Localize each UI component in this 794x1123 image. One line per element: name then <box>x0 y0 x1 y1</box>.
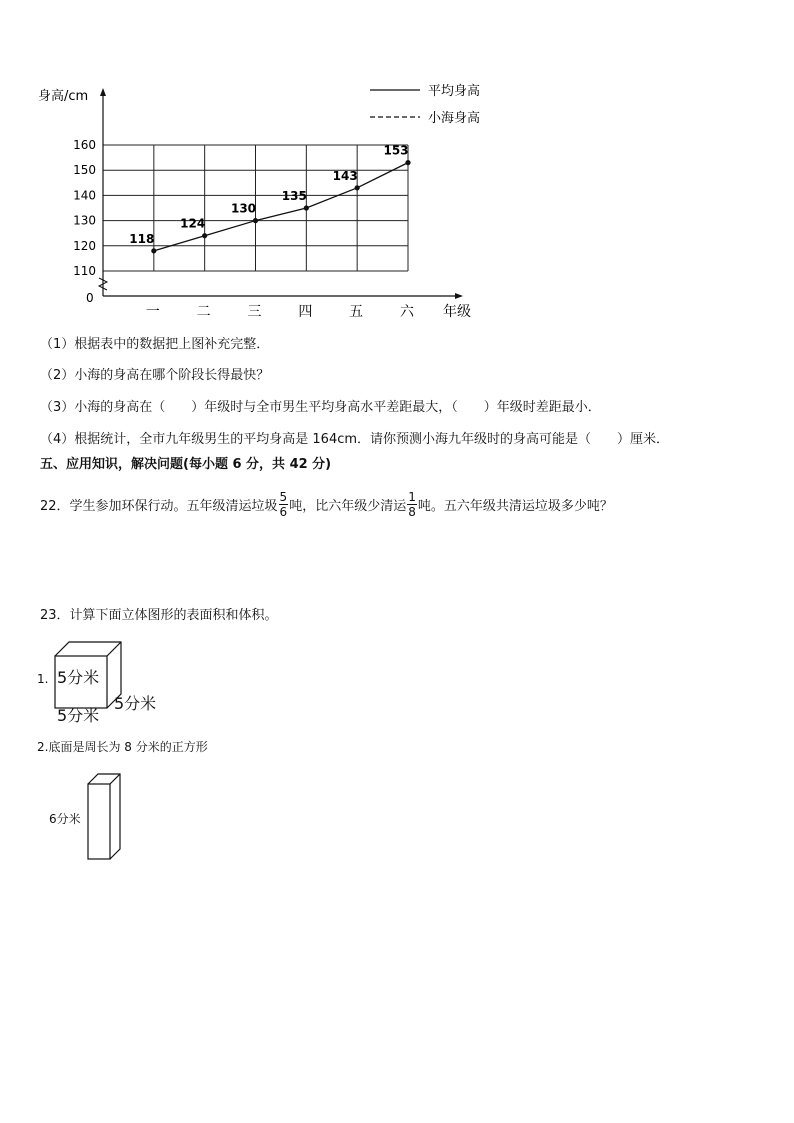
question-2: （2）小海的身高在哪个阶段长得最快？ <box>40 368 270 383</box>
question-22 <box>40 490 613 519</box>
y-origin-label: 0 <box>86 291 94 305</box>
x-axis-arrow <box>455 293 463 299</box>
data-label: 135 <box>281 189 307 203</box>
data-point <box>151 248 156 253</box>
y-axis-arrow <box>100 88 106 96</box>
cube-side-label: 5分米 <box>114 694 157 713</box>
data-point <box>253 218 258 223</box>
y-tick-label: 130 <box>73 213 96 228</box>
y-tick-label: 110 <box>73 264 96 278</box>
question-1: （1）根据表中的数据把上图补充完整． <box>40 337 270 352</box>
axis-break <box>99 278 107 290</box>
q22-text-1: 22．学生参加环保行动。五年级清运垃圾 <box>40 499 278 514</box>
y-tick-label: 150 <box>73 163 96 178</box>
data-label: 130 <box>230 201 257 216</box>
data-label: 118 <box>129 231 155 246</box>
item-1-label: 1. <box>37 672 49 686</box>
x-tick-label: 四 <box>298 304 313 320</box>
section-5-heading: 五、应用知识，解决问题(每小题 6 分，共 42 分) <box>40 457 332 472</box>
q22-text-3: 吨。五六年级共清运垃圾多少吨？ <box>417 499 613 514</box>
x-tick-label: 三 <box>247 304 262 320</box>
q22-fraction-2 <box>407 490 417 519</box>
frac1-denominator: 6 <box>279 505 288 519</box>
data-label: 124 <box>180 216 206 231</box>
y-axis-label: 身高/cm <box>38 89 89 104</box>
data-point <box>304 205 309 210</box>
x-tick-label: 二 <box>196 304 211 320</box>
x-tick-label: 六 <box>400 304 414 320</box>
y-tick-label: 120 <box>73 238 96 253</box>
data-label: 153 <box>383 143 409 158</box>
height-line-chart <box>0 0 794 330</box>
frac2-numerator: 1 <box>408 490 416 504</box>
x-axis-label: 年级 <box>443 304 471 320</box>
frac2-denominator: 8 <box>408 505 416 519</box>
prism-height-label: 6分米 <box>49 812 81 826</box>
data-point <box>202 233 207 238</box>
legend-label: 平均身高 <box>428 84 481 99</box>
y-tick-label: 160 <box>73 138 96 152</box>
cube-front-label: 5分米 <box>57 668 100 687</box>
legend-label: 小海身高 <box>428 111 481 126</box>
x-tick-label: 五 <box>349 304 364 320</box>
question-4: （4）根据统计，全市九年级男生的平均身高是 164cm．请你预测小海九年级时的身高可能是（ ）厘米． <box>40 432 670 447</box>
y-tick-label: 140 <box>73 188 96 203</box>
series-line <box>154 163 408 251</box>
data-label: 143 <box>332 168 358 183</box>
prism-figure <box>80 770 140 870</box>
frac1-numerator: 5 <box>279 490 288 504</box>
question-23: 23．计算下面立体图形的表面积和体积。 <box>40 608 278 623</box>
x-tick-label: 一 <box>145 304 160 320</box>
data-point <box>405 160 410 165</box>
chart-legend <box>370 83 480 126</box>
question-3: （3）小海的身高在（ ）年级时与全市男生平均身高水平差距最大，（ ）年级时差距最小． <box>40 400 601 415</box>
data-point <box>355 185 360 190</box>
q22-fraction-1 <box>279 490 289 519</box>
item-2-label: 2.底面是周长为 8 分米的正方形 <box>37 740 208 754</box>
q22-text-2: 吨，比六年级少清运 <box>289 499 407 514</box>
cube-bottom-label: 5分米 <box>57 706 100 725</box>
